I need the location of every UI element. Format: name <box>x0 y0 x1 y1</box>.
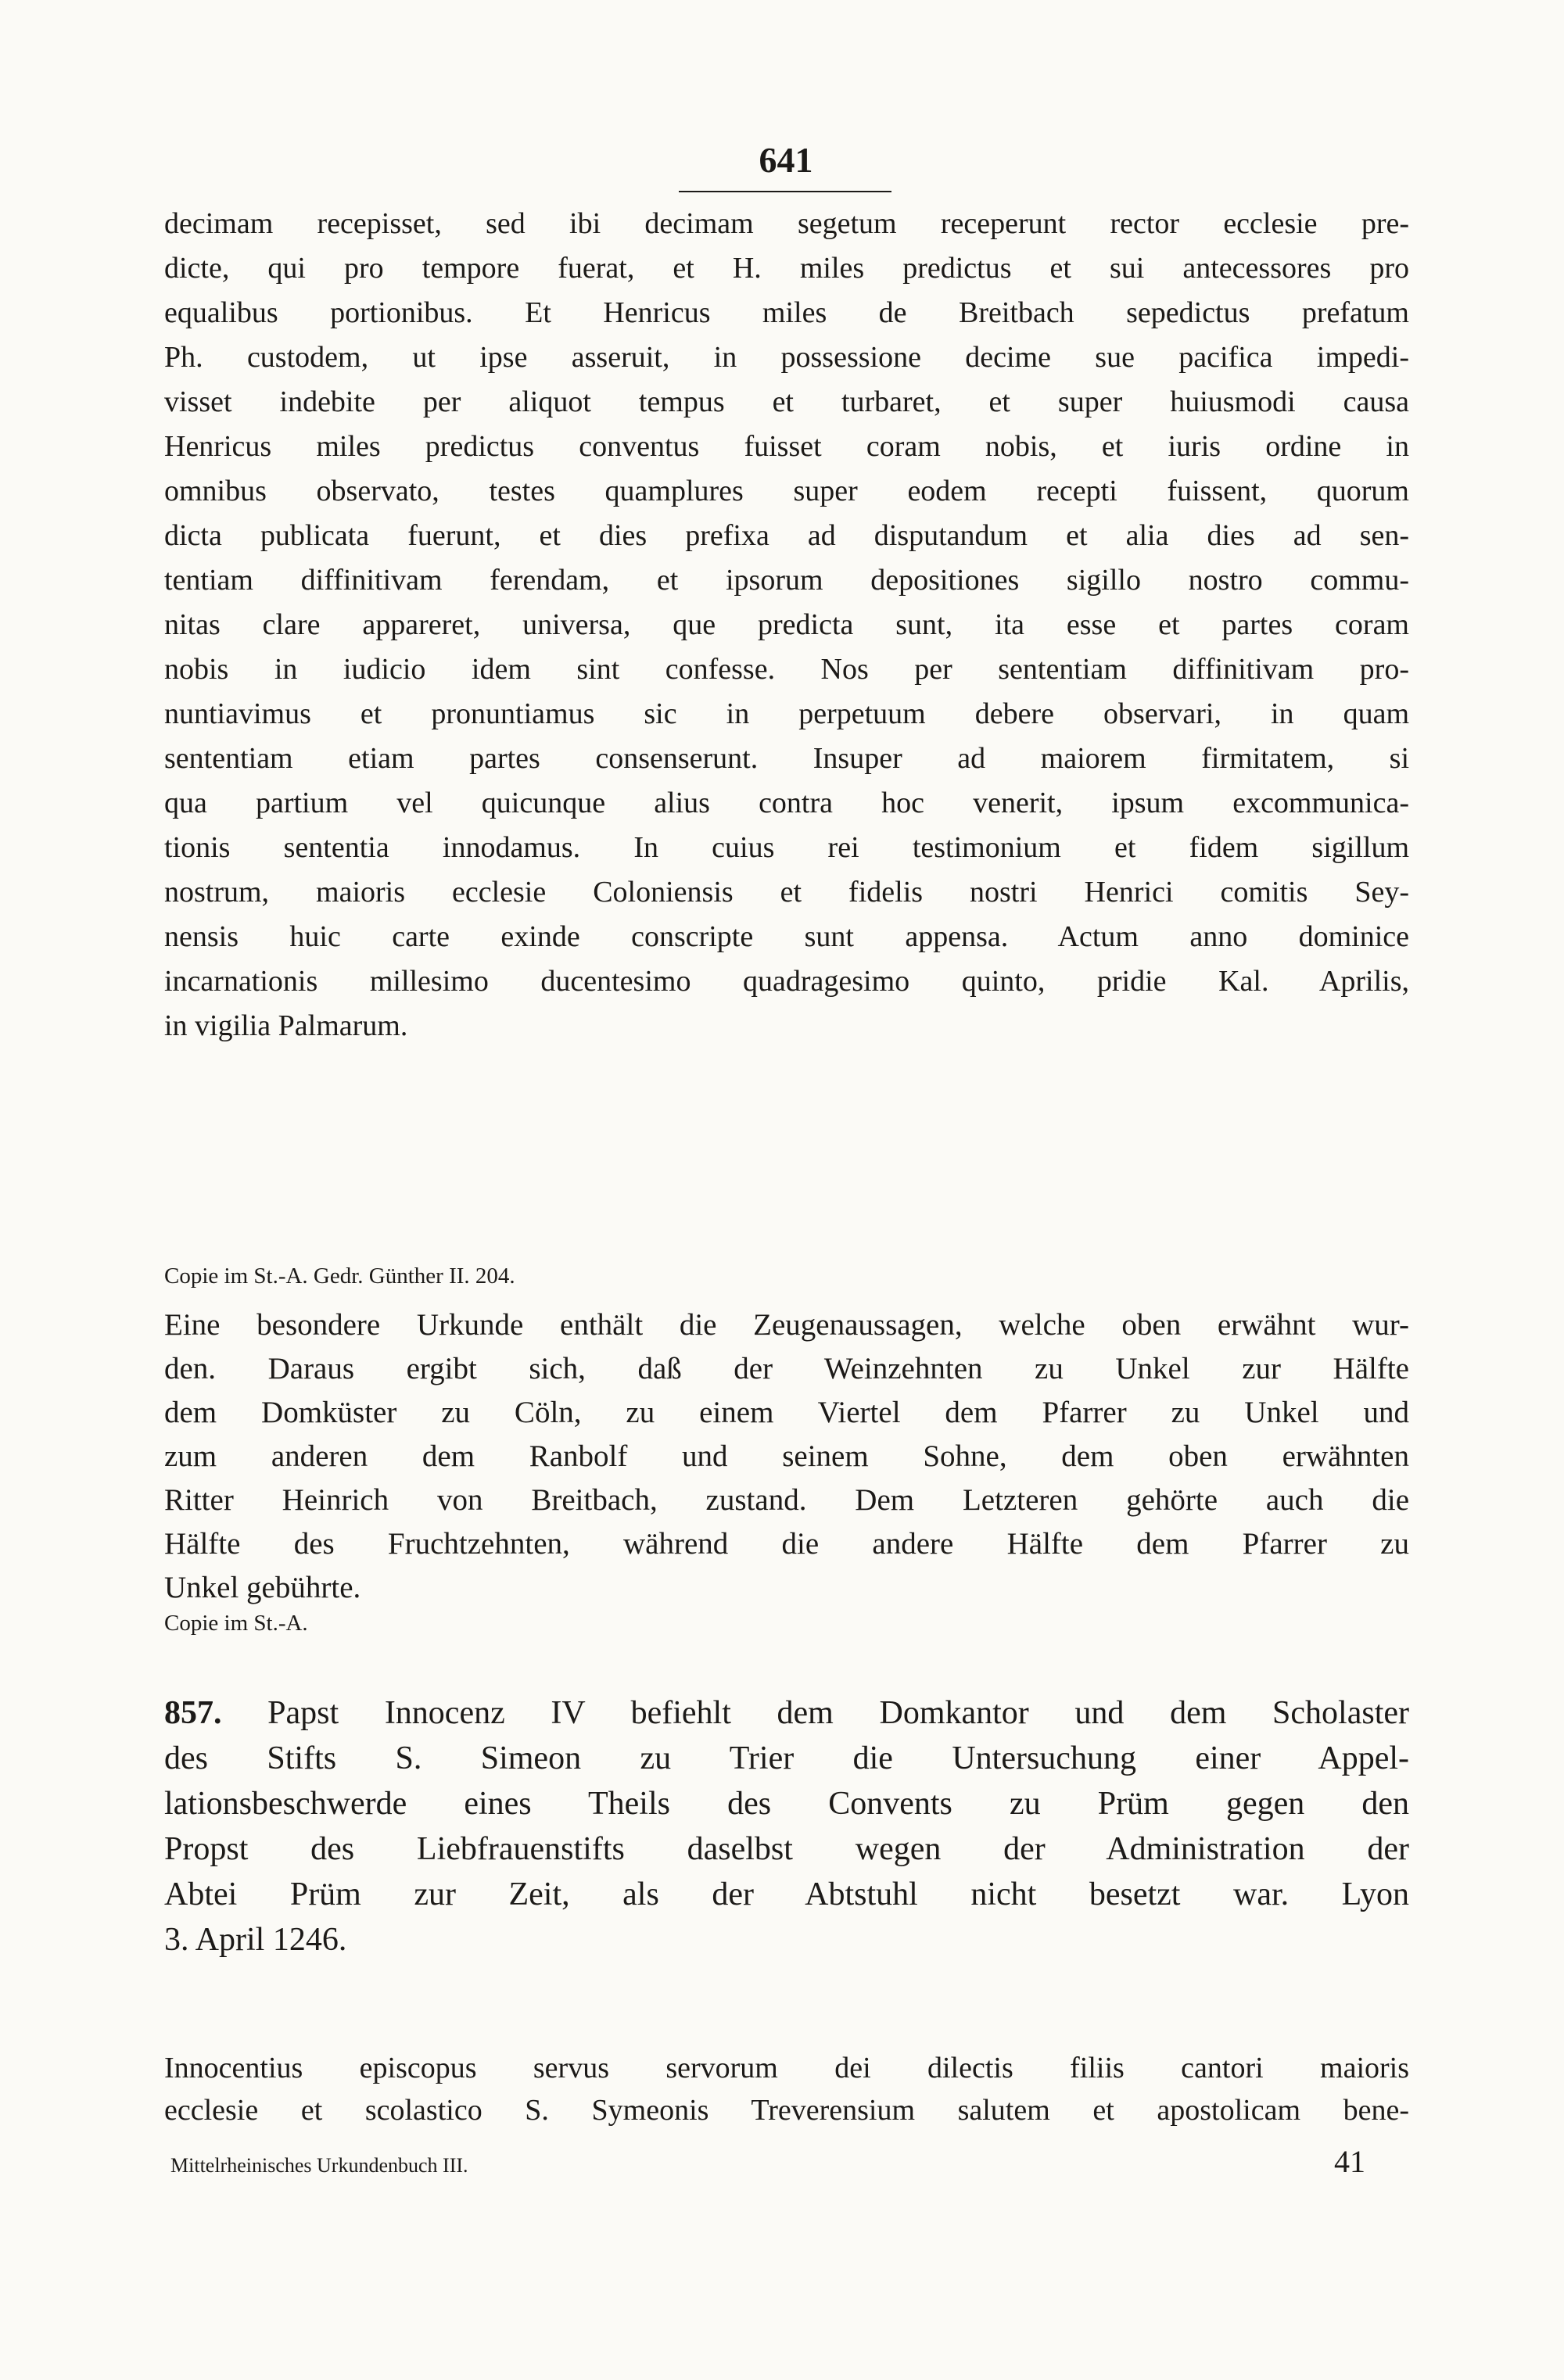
page-number: 641 <box>759 140 813 180</box>
text-line: zum anderen dem Ranbolf und seinem Sohne, dem oben erwähnten <box>164 1439 1409 1473</box>
text-line: 3. April 1246. <box>164 1922 347 1958</box>
text-line: equalibus portionibus. Et Henricus miles de Breitbach sepedictus prefatum <box>164 296 1409 329</box>
book-title: Mittelrheinisches Urkundenbuch III. <box>170 2154 468 2177</box>
text-line: dem Domküster zu Cöln, zu einem Viertel dem Pfarrer zu Unkel und <box>164 1396 1409 1429</box>
text-line: Papst Innocenz IV befiehlt dem Domkantor und dem Scholaster <box>267 1695 1409 1731</box>
text-line: des Stifts S. Simeon zu Trier die Untersuchung einer Appel- <box>164 1740 1409 1776</box>
text-line: tentiam diffinitivam ferendam, et ipsorum depositiones sigillo nostro commu- <box>164 564 1409 597</box>
text-line: lationsbeschwerde eines Theils des Convents zu Prüm gegen den <box>164 1786 1409 1822</box>
latin-charter-text <box>164 202 1409 1048</box>
page-number-rule <box>679 191 891 192</box>
text-line: tionis sententia innodamus. In cuius rei testimonium et fidem sigillum <box>164 831 1409 864</box>
regest-line-first <box>164 1690 1409 1736</box>
document-regest <box>164 1690 1409 1962</box>
document-text <box>164 2047 1409 2131</box>
document-number: 857. <box>164 1695 222 1731</box>
text-line: Ph. custodem, ut ipse asseruit, in possessione decime sue pacifica impedi- <box>164 341 1409 374</box>
text-line: decimam recepisset, sed ibi decimam segetum receperunt rector ecclesie pre- <box>164 207 1409 240</box>
text-line: qua partium vel quicunque alius contra hoc venerit, ipsum excommunica- <box>164 787 1409 819</box>
text-line: Propst des Liebfrauenstifts daselbst wegen der Administration der <box>164 1831 1409 1867</box>
text-line: dicte, qui pro tempore fuerat, et H. miles predictus et sui antecessores pro <box>164 252 1409 285</box>
text-line: nostrum, maioris ecclesie Coloniensis et fidelis nostri Henrici comitis Sey- <box>164 876 1409 909</box>
source-citation: Copie im St.-A. Gedr. Günther II. 204. <box>164 1263 515 1289</box>
text-line: sententiam etiam partes consenserunt. Insuper ad maiorem firmitatem, si <box>164 742 1409 775</box>
text-line: Ritter Heinrich von Breitbach, zustand. Dem Letzteren gehörte auch die <box>164 1483 1409 1517</box>
text-line: omnibus observato, testes quamplures super eodem recepti fuissent, quorum <box>164 475 1409 507</box>
text-line: visset indebite per aliquot tempus et turbaret, et super huiusmodi causa <box>164 385 1409 418</box>
text-line: Eine besondere Urkunde enthält die Zeugenaussagen, welche oben erwähnt wur- <box>164 1308 1409 1342</box>
text-line: nitas clare appareret, universa, que predicta sunt, ita esse et partes coram <box>164 608 1409 641</box>
text-line: Abtei Prüm zur Zeit, als der Abtstuhl nicht besetzt war. Lyon <box>164 1876 1409 1912</box>
text-line: Hälfte des Fruchtzehnten, während die andere Hälfte dem Pfarrer zu <box>164 1527 1409 1561</box>
text-line: nuntiavimus et pronuntiamus sic in perpetuum debere observari, in quam <box>164 697 1409 730</box>
editorial-note <box>164 1303 1409 1610</box>
text-line: nobis in iudicio idem sint confesse. Nos per sententiam diffinitivam pro- <box>164 653 1409 686</box>
text-line: ecclesie et scolastico S. Symeonis Treverensium salutem et apostolicam bene- <box>164 2094 1409 2127</box>
text-line: in vigilia Palmarum. <box>164 1009 408 1042</box>
text-line: Innocentius episcopus servus servorum dei dilectis filiis cantori maioris <box>164 2052 1409 2084</box>
text-line: nensis huic carte exinde conscripte sunt appensa. Actum anno dominice <box>164 920 1409 953</box>
text-line: Henricus miles predictus conventus fuisset coram nobis, et iuris ordine in <box>164 430 1409 463</box>
source-citation: Copie im St.-A. <box>164 1611 308 1636</box>
text-line: dicta publicata fuerunt, et dies prefixa ad disputandum et alia dies ad sen- <box>164 519 1409 552</box>
page-footer <box>170 2144 1406 2182</box>
text-line: incarnationis millesimo ducentesimo quadragesimo quinto, pridie Kal. Aprilis, <box>164 965 1409 998</box>
sheet-number: 41 <box>1334 2144 1365 2179</box>
text-line: den. Daraus ergibt sich, daß der Weinzehnten zu Unkel zur Hälfte <box>164 1352 1409 1385</box>
text-line: Unkel gebührte. <box>164 1571 361 1604</box>
